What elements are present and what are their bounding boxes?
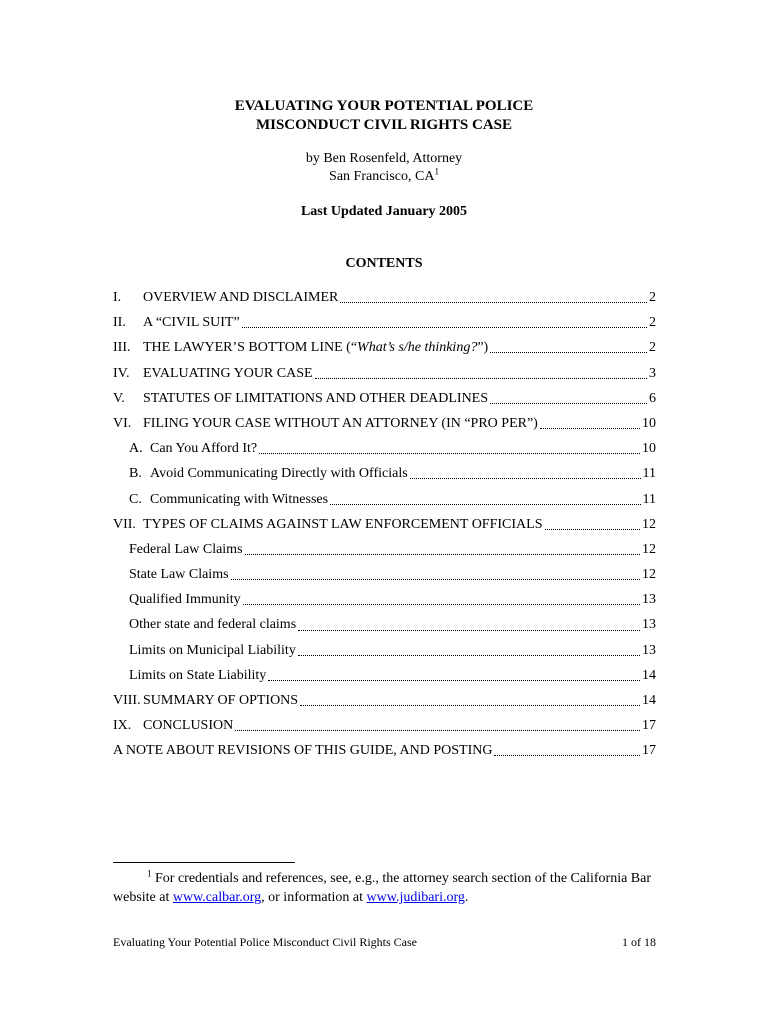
toc-number: III.: [113, 340, 131, 356]
toc-entry[interactable]: [113, 285, 656, 310]
toc-leader: [315, 378, 647, 379]
toc-label: A “CIVIL SUIT”: [143, 315, 240, 331]
footnote-text-1: For credentials and references, see, e.g., the attorney search section of the California Bar website at: [113, 871, 652, 905]
toc-page: 13: [642, 642, 656, 658]
toc-number: A.: [129, 441, 143, 457]
toc-leader: [243, 604, 640, 605]
toc-label: Federal Law Claims: [129, 541, 243, 557]
title-line-2: MISCONDUCT CIVIL RIGHTS CASE: [255, 117, 513, 133]
toc-subentry[interactable]: [113, 612, 656, 637]
toc-label: FILING YOUR CASE WITHOUT AN ATTORNEY (IN “PRO PER”): [143, 415, 538, 431]
toc-number: C.: [129, 491, 142, 507]
toc-subentry[interactable]: [113, 663, 656, 688]
toc-label: STATUTES OF LIMITATIONS AND OTHER DEADLINES: [143, 390, 489, 406]
toc-label-part: ”): [477, 340, 489, 356]
toc-number: VI.: [113, 415, 132, 431]
toc-number: V.: [113, 390, 125, 406]
toc-label: Can You Afford It?: [150, 441, 258, 457]
footer-title: Evaluating Your Potential Police Misconduct Civil Rights Case: [113, 935, 417, 949]
toc-page: 11: [642, 466, 656, 482]
toc-entry[interactable]: [113, 512, 656, 537]
toc-leader: [410, 478, 641, 479]
toc-label: Limits on State Liability: [129, 667, 267, 683]
toc-leader: [298, 655, 640, 656]
toc-subentry[interactable]: [113, 562, 656, 587]
toc-page: 2: [649, 340, 656, 356]
page-footer: [113, 934, 656, 950]
toc-leader: [540, 428, 640, 429]
toc-page: 10: [642, 415, 656, 431]
toc-label: TYPES OF CLAIMS AGAINST LAW ENFORCEMENT OFFICIALS: [143, 516, 543, 532]
footnote-text-2: , or information at: [261, 890, 367, 905]
toc-subentry[interactable]: [113, 638, 656, 663]
toc-entry[interactable]: [113, 361, 656, 386]
page-number: 1 of 18: [622, 935, 656, 949]
toc-subentry[interactable]: [113, 461, 656, 486]
last-updated: Last Updated January 2005: [300, 204, 468, 219]
toc-subentry[interactable]: [113, 436, 656, 461]
toc-leader: [259, 453, 640, 454]
toc-number: IV.: [113, 365, 130, 381]
toc-page: 14: [642, 667, 656, 683]
author-block: [0, 150, 768, 186]
toc-page: 3: [649, 365, 656, 381]
toc-page: 17: [642, 743, 656, 759]
toc-label: A NOTE ABOUT REVISIONS OF THIS GUIDE, AND POSTING: [113, 743, 493, 759]
toc-page: 11: [642, 491, 656, 507]
toc-page: 6: [649, 390, 656, 406]
toc-number: VII.: [113, 516, 136, 532]
toc-label: SUMMARY OF OPTIONS: [143, 693, 299, 708]
contents-heading: CONTENTS: [345, 256, 423, 271]
toc-number: B.: [129, 466, 142, 482]
toc-number: IX.: [113, 718, 132, 734]
location: San Francisco, CA: [329, 169, 435, 184]
location-line: [0, 168, 768, 186]
toc-entry[interactable]: [113, 386, 656, 411]
toc-page: 13: [642, 592, 656, 608]
toc-entry[interactable]: [113, 713, 656, 738]
toc-label-italic: What’s s/he thinking?: [357, 340, 478, 356]
toc-page: 10: [642, 441, 656, 457]
footnote-divider: [113, 862, 295, 863]
toc-page: 12: [642, 541, 656, 557]
toc-page: 12: [642, 567, 656, 583]
footnote-mark: 1: [147, 868, 152, 879]
toc-entry[interactable]: [113, 310, 656, 335]
document-title: [0, 97, 768, 135]
toc-leader: [231, 579, 640, 580]
toc-label: Avoid Communicating Directly with Officials: [150, 466, 408, 482]
toc-label: EVALUATING YOUR CASE: [143, 365, 313, 381]
toc-entry[interactable]: [113, 738, 656, 763]
toc-leader: [340, 302, 647, 303]
toc-subentry[interactable]: [113, 487, 656, 512]
toc-page: 2: [649, 315, 656, 331]
toc-leader: [235, 730, 640, 731]
toc-entry[interactable]: [113, 335, 656, 360]
toc-leader: [245, 554, 640, 555]
toc-leader: [490, 352, 647, 353]
footnote: [113, 869, 673, 907]
toc-page: 12: [642, 516, 656, 532]
toc-label: Other state and federal claims: [129, 617, 297, 633]
toc-label-part: THE LAWYER’S BOTTOM LINE (“: [143, 340, 358, 356]
toc-leader: [490, 403, 647, 404]
toc-leader: [545, 529, 641, 530]
footnote-text-3: .: [464, 890, 469, 905]
toc-label: Limits on Municipal Liability: [129, 642, 296, 658]
toc-label: [143, 335, 488, 360]
toc-label: Communicating with Witnesses: [150, 491, 329, 507]
toc-entry[interactable]: [113, 411, 656, 436]
toc-subentry[interactable]: [113, 537, 656, 562]
toc-page: 17: [642, 718, 656, 734]
title-line-1: EVALUATING YOUR POTENTIAL POLICE: [234, 98, 534, 114]
toc-number: I.: [113, 290, 122, 305]
toc-leader: [242, 327, 647, 328]
byline: by Ben Rosenfeld, Attorney: [305, 151, 463, 166]
judibari-link[interactable]: www.judibari.org: [366, 890, 465, 905]
toc-leader: [330, 504, 640, 505]
toc-page: 13: [642, 617, 656, 633]
toc-leader: [268, 680, 640, 681]
toc-label: CONCLUSION: [143, 718, 234, 734]
toc-label: State Law Claims: [129, 567, 229, 583]
table-of-contents: [113, 285, 656, 764]
toc-leader: [298, 630, 640, 631]
toc-label: Qualified Immunity: [129, 592, 241, 608]
toc-subentry[interactable]: [113, 587, 656, 612]
toc-label: OVERVIEW AND DISCLAIMER: [143, 290, 339, 305]
toc-entry[interactable]: [113, 688, 656, 713]
toc-leader: [300, 705, 640, 706]
footnote-ref[interactable]: 1: [434, 166, 439, 177]
calbar-link[interactable]: www.calbar.org: [172, 890, 262, 905]
toc-page: 2: [649, 290, 656, 305]
toc-page: 14: [642, 693, 656, 708]
toc-number: VIII.: [113, 693, 141, 708]
toc-leader: [494, 755, 640, 756]
toc-number: II.: [113, 315, 126, 331]
